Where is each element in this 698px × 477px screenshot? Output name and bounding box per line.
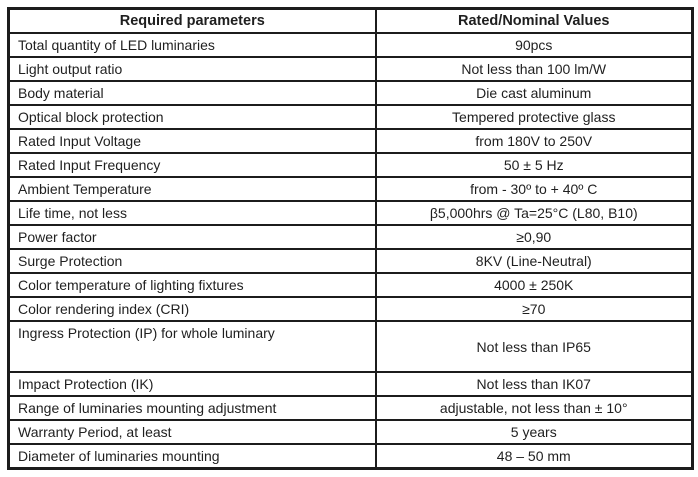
value-cell: 48 – 50 mm <box>376 444 693 469</box>
column-header-rated-nominal-values: Rated/Nominal Values <box>376 9 693 34</box>
table-row <box>9 420 693 444</box>
param-cell: Color rendering index (CRI) <box>9 297 376 321</box>
param-cell: Body material <box>9 81 376 105</box>
value-cell: 90pcs <box>376 33 693 57</box>
table-row <box>9 372 693 396</box>
table-row <box>9 201 693 225</box>
param-cell: Light output ratio <box>9 57 376 81</box>
column-header-required-parameters: Required parameters <box>9 9 376 34</box>
value-cell: Die cast aluminum <box>376 81 693 105</box>
table-row <box>9 129 693 153</box>
table-row <box>9 249 693 273</box>
value-cell: 4000 ± 250K <box>376 273 693 297</box>
param-cell: Ingress Protection (IP) for whole luminary <box>9 321 376 372</box>
param-cell: Rated Input Frequency <box>9 153 376 177</box>
param-cell: Life time, not less <box>9 201 376 225</box>
header-row <box>9 9 693 34</box>
table-row <box>9 33 693 57</box>
table-row-ingress-protection <box>9 321 693 372</box>
param-cell: Warranty Period, at least <box>9 420 376 444</box>
value-cell: from 180V to 250V <box>376 129 693 153</box>
table-row <box>9 225 693 249</box>
table-row <box>9 444 693 469</box>
param-cell: Optical block protection <box>9 105 376 129</box>
param-cell: Ambient Temperature <box>9 177 376 201</box>
param-cell: Rated Input Voltage <box>9 129 376 153</box>
value-cell: 5 years <box>376 420 693 444</box>
value-cell: β5,000hrs @ Ta=25°C (L80, B10) <box>376 201 693 225</box>
param-cell: Impact Protection (IK) <box>9 372 376 396</box>
table-row <box>9 177 693 201</box>
value-cell: 8KV (Line-Neutral) <box>376 249 693 273</box>
value-cell: ≥70 <box>376 297 693 321</box>
value-cell: from - 30º to + 40º C <box>376 177 693 201</box>
value-cell: Not less than IK07 <box>376 372 693 396</box>
table-row <box>9 297 693 321</box>
value-cell: Tempered protective glass <box>376 105 693 129</box>
param-cell: Diameter of luminaries mounting <box>9 444 376 469</box>
param-cell: Range of luminaries mounting adjustment <box>9 396 376 420</box>
param-cell: Power factor <box>9 225 376 249</box>
table-row <box>9 273 693 297</box>
table-row <box>9 396 693 420</box>
value-cell: ≥0,90 <box>376 225 693 249</box>
value-cell: Not less than IP65 <box>376 321 693 372</box>
table-row <box>9 57 693 81</box>
param-cell: Surge Protection <box>9 249 376 273</box>
table-row <box>9 105 693 129</box>
param-cell: Total quantity of LED luminaries <box>9 33 376 57</box>
value-cell: adjustable, not less than ± 10° <box>376 396 693 420</box>
param-cell: Color temperature of lighting fixtures <box>9 273 376 297</box>
value-cell: 50 ± 5 Hz <box>376 153 693 177</box>
led-spec-table <box>7 7 694 470</box>
value-cell: Not less than 100 lm/W <box>376 57 693 81</box>
table-row <box>9 81 693 105</box>
table-row <box>9 153 693 177</box>
